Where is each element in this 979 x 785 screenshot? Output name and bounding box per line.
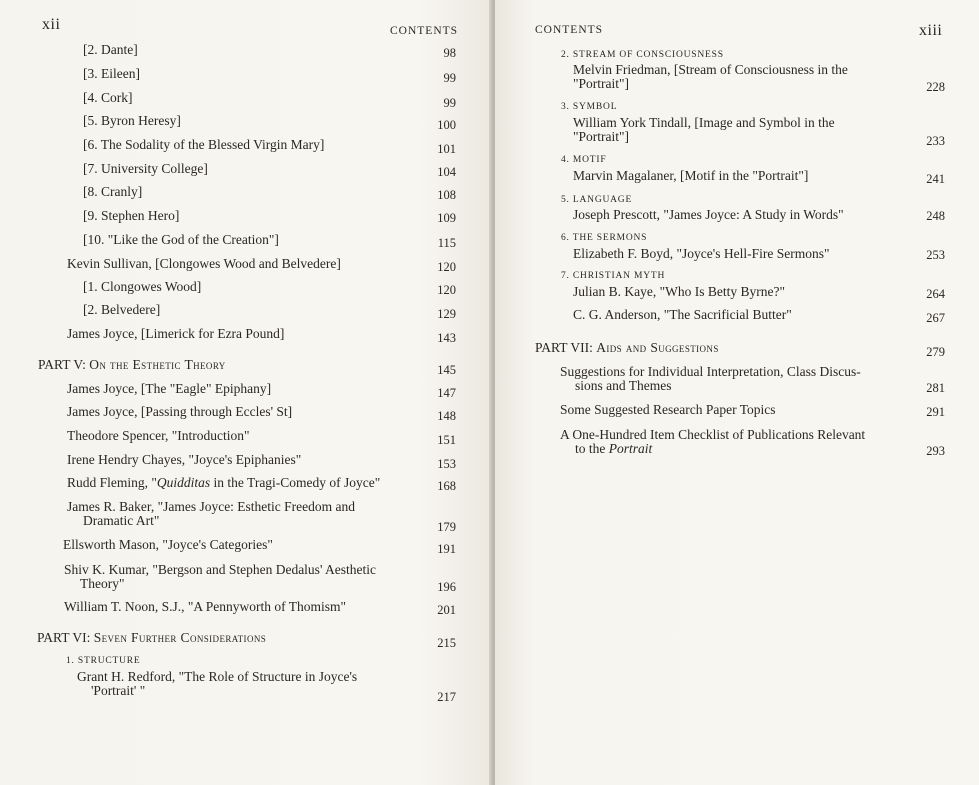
toc-page-number: 281 xyxy=(926,381,945,395)
part-prefix: PART V: xyxy=(38,357,86,372)
toc-page-number: 168 xyxy=(437,479,456,493)
toc-page-number: 100 xyxy=(437,118,456,132)
toc-entry: [2. Dante] xyxy=(83,42,138,57)
part-title: Aids and Suggestions xyxy=(596,340,719,355)
toc-entry: [6. The Sodality of the Blessed Virgin Mary] xyxy=(83,137,325,152)
toc-page-number: 228 xyxy=(926,80,945,94)
toc-entry-line1: William York Tindall, [Image and Symbol in the xyxy=(573,115,835,130)
toc-entry-line1: Shiv K. Kumar, "Bergson and Stephen Dedalus' Aesthetic xyxy=(64,562,376,577)
left-folio: xii xyxy=(42,16,61,33)
right-page xyxy=(495,0,979,785)
toc-page-number: 109 xyxy=(437,211,456,225)
part-title: Seven Further Considerations xyxy=(93,630,267,645)
toc-page-number: 293 xyxy=(926,444,945,458)
toc-page-number: 99 xyxy=(443,96,456,110)
toc-page-number: 143 xyxy=(437,331,456,345)
toc-page-number: 148 xyxy=(437,409,456,423)
part-heading xyxy=(37,630,266,646)
toc-entry: [1. Clongowes Wood] xyxy=(83,279,202,294)
left-running-head: CONTENTS xyxy=(390,25,459,37)
toc-page-number: 241 xyxy=(926,172,945,186)
toc-page-number: 201 xyxy=(437,603,456,617)
toc-entry: James Joyce, [Limerick for Ezra Pound] xyxy=(67,326,285,341)
toc-page-number: 120 xyxy=(437,283,456,297)
toc-entry: William T. Noon, S.J., "A Pennyworth of Thomism" xyxy=(64,599,346,614)
toc-entry-line2 xyxy=(575,441,652,457)
toc-page-number: 291 xyxy=(926,405,945,419)
toc-page-number: 153 xyxy=(437,457,456,471)
toc-page-number: 215 xyxy=(437,636,456,650)
toc-page-number: 233 xyxy=(926,134,945,148)
part-prefix: PART VII: xyxy=(535,340,593,355)
part-prefix: PART VI: xyxy=(37,630,91,645)
toc-page-number: 147 xyxy=(437,386,456,400)
toc-entry-line1: James R. Baker, "James Joyce: Esthetic Freedom and xyxy=(67,499,356,514)
toc-entry: James Joyce, [The "Eagle" Epiphany] xyxy=(67,381,272,396)
toc-entry: Elizabeth F. Boyd, "Joyce's Hell-Fire Sermons" xyxy=(573,246,830,261)
toc-page-number: 253 xyxy=(926,248,945,262)
section-label: 7. CHRISTIAN MYTH xyxy=(561,271,666,281)
toc-page-number: 98 xyxy=(443,46,456,60)
toc-page-number: 99 xyxy=(443,71,456,85)
toc-entry: [2. Belvedere] xyxy=(83,302,161,317)
toc-page-number: 196 xyxy=(437,580,456,594)
toc-page-number: 267 xyxy=(926,311,945,325)
toc-page-number: 179 xyxy=(437,520,456,534)
part-title: On the Esthetic Theory xyxy=(89,357,226,372)
toc-page-number: 120 xyxy=(437,260,456,274)
toc-page-number: 145 xyxy=(437,363,456,377)
toc-page-number: 115 xyxy=(437,236,456,250)
toc-page-number: 264 xyxy=(926,287,945,301)
toc-entry-line2: "Portrait"] xyxy=(573,129,630,144)
section-label: 1. STRUCTURE xyxy=(66,656,141,666)
toc-entry-line2: 'Portrait' " xyxy=(91,683,146,698)
toc-page-number: 279 xyxy=(926,345,945,359)
toc-entry: Julian B. Kaye, "Who Is Betty Byrne?" xyxy=(573,284,785,299)
toc-entry: Marvin Magalaner, [Motif in the "Portrait"] xyxy=(573,168,809,183)
toc-page-number: 151 xyxy=(437,433,456,447)
toc-entry: Theodore Spencer, "Introduction" xyxy=(67,428,250,443)
toc-entry: [5. Byron Heresy] xyxy=(83,113,181,128)
section-label: 6. THE SERMONS xyxy=(561,233,648,243)
toc-entry: Irene Hendry Chayes, "Joyce's Epiphanies" xyxy=(67,452,302,467)
entry-text: to the xyxy=(575,441,609,456)
section-label: 4. MOTIF xyxy=(561,155,607,165)
toc-entry: Ellsworth Mason, "Joyce's Categories" xyxy=(63,537,273,552)
toc-page-number: 191 xyxy=(437,542,456,556)
toc-page-number: 248 xyxy=(926,209,945,223)
part-heading xyxy=(38,357,226,373)
toc-page-number: 101 xyxy=(437,142,456,156)
toc-page-number: 104 xyxy=(437,165,456,179)
toc-entry: Joseph Prescott, "James Joyce: A Study in Words" xyxy=(573,207,844,222)
toc-page-number: 108 xyxy=(437,188,456,202)
toc-entry-line1: A One-Hundred Item Checklist of Publications Relevant xyxy=(560,427,866,442)
right-running-head: CONTENTS xyxy=(535,24,604,36)
entry-text: Rudd Fleming, " xyxy=(67,475,157,490)
toc-entry-line2: sions and Themes xyxy=(575,378,672,393)
toc-entry: [9. Stephen Hero] xyxy=(83,208,180,223)
toc-entry: Kevin Sullivan, [Clongowes Wood and Belvedere] xyxy=(67,256,341,271)
right-folio: xiii xyxy=(919,22,943,39)
toc-entry-line1: Suggestions for Individual Interpretation, Class Discus- xyxy=(560,364,861,379)
toc-entry: James Joyce, [Passing through Eccles' St] xyxy=(67,404,293,419)
toc-entry: [4. Cork] xyxy=(83,90,133,105)
part-heading xyxy=(535,340,719,356)
toc-page-number: 217 xyxy=(437,690,456,704)
toc-entry: C. G. Anderson, "The Sacrificial Butter" xyxy=(573,307,792,322)
section-label: 5. LANGUAGE xyxy=(561,195,633,205)
toc-entry-line1: Grant H. Redford, "The Role of Structure in Joyce's xyxy=(77,669,358,684)
entry-italic-text: Quidditas xyxy=(156,475,211,490)
toc-entry: [10. "Like the God of the Creation"] xyxy=(83,232,279,247)
toc-entry xyxy=(67,475,380,491)
toc-entry: [7. University College] xyxy=(83,161,208,176)
toc-entry-line2: Dramatic Art" xyxy=(83,513,160,528)
toc-entry-line2: Theory" xyxy=(80,576,125,591)
toc-entry-line2: "Portrait"] xyxy=(573,76,630,91)
entry-italic-text: Portrait xyxy=(608,441,653,456)
section-label: 2. STREAM OF CONSCIOUSNESS xyxy=(561,50,724,60)
toc-page-number: 129 xyxy=(437,307,456,321)
toc-entry-line1: Melvin Friedman, [Stream of Consciousness in the xyxy=(573,62,848,77)
toc-entry: [8. Cranly] xyxy=(83,184,143,199)
entry-text: in the Tragi-Comedy of Joyce" xyxy=(210,475,381,490)
section-label: 3. SYMBOL xyxy=(561,102,618,112)
toc-entry: [3. Eileen] xyxy=(83,66,140,81)
toc-entry: Some Suggested Research Paper Topics xyxy=(560,402,776,417)
